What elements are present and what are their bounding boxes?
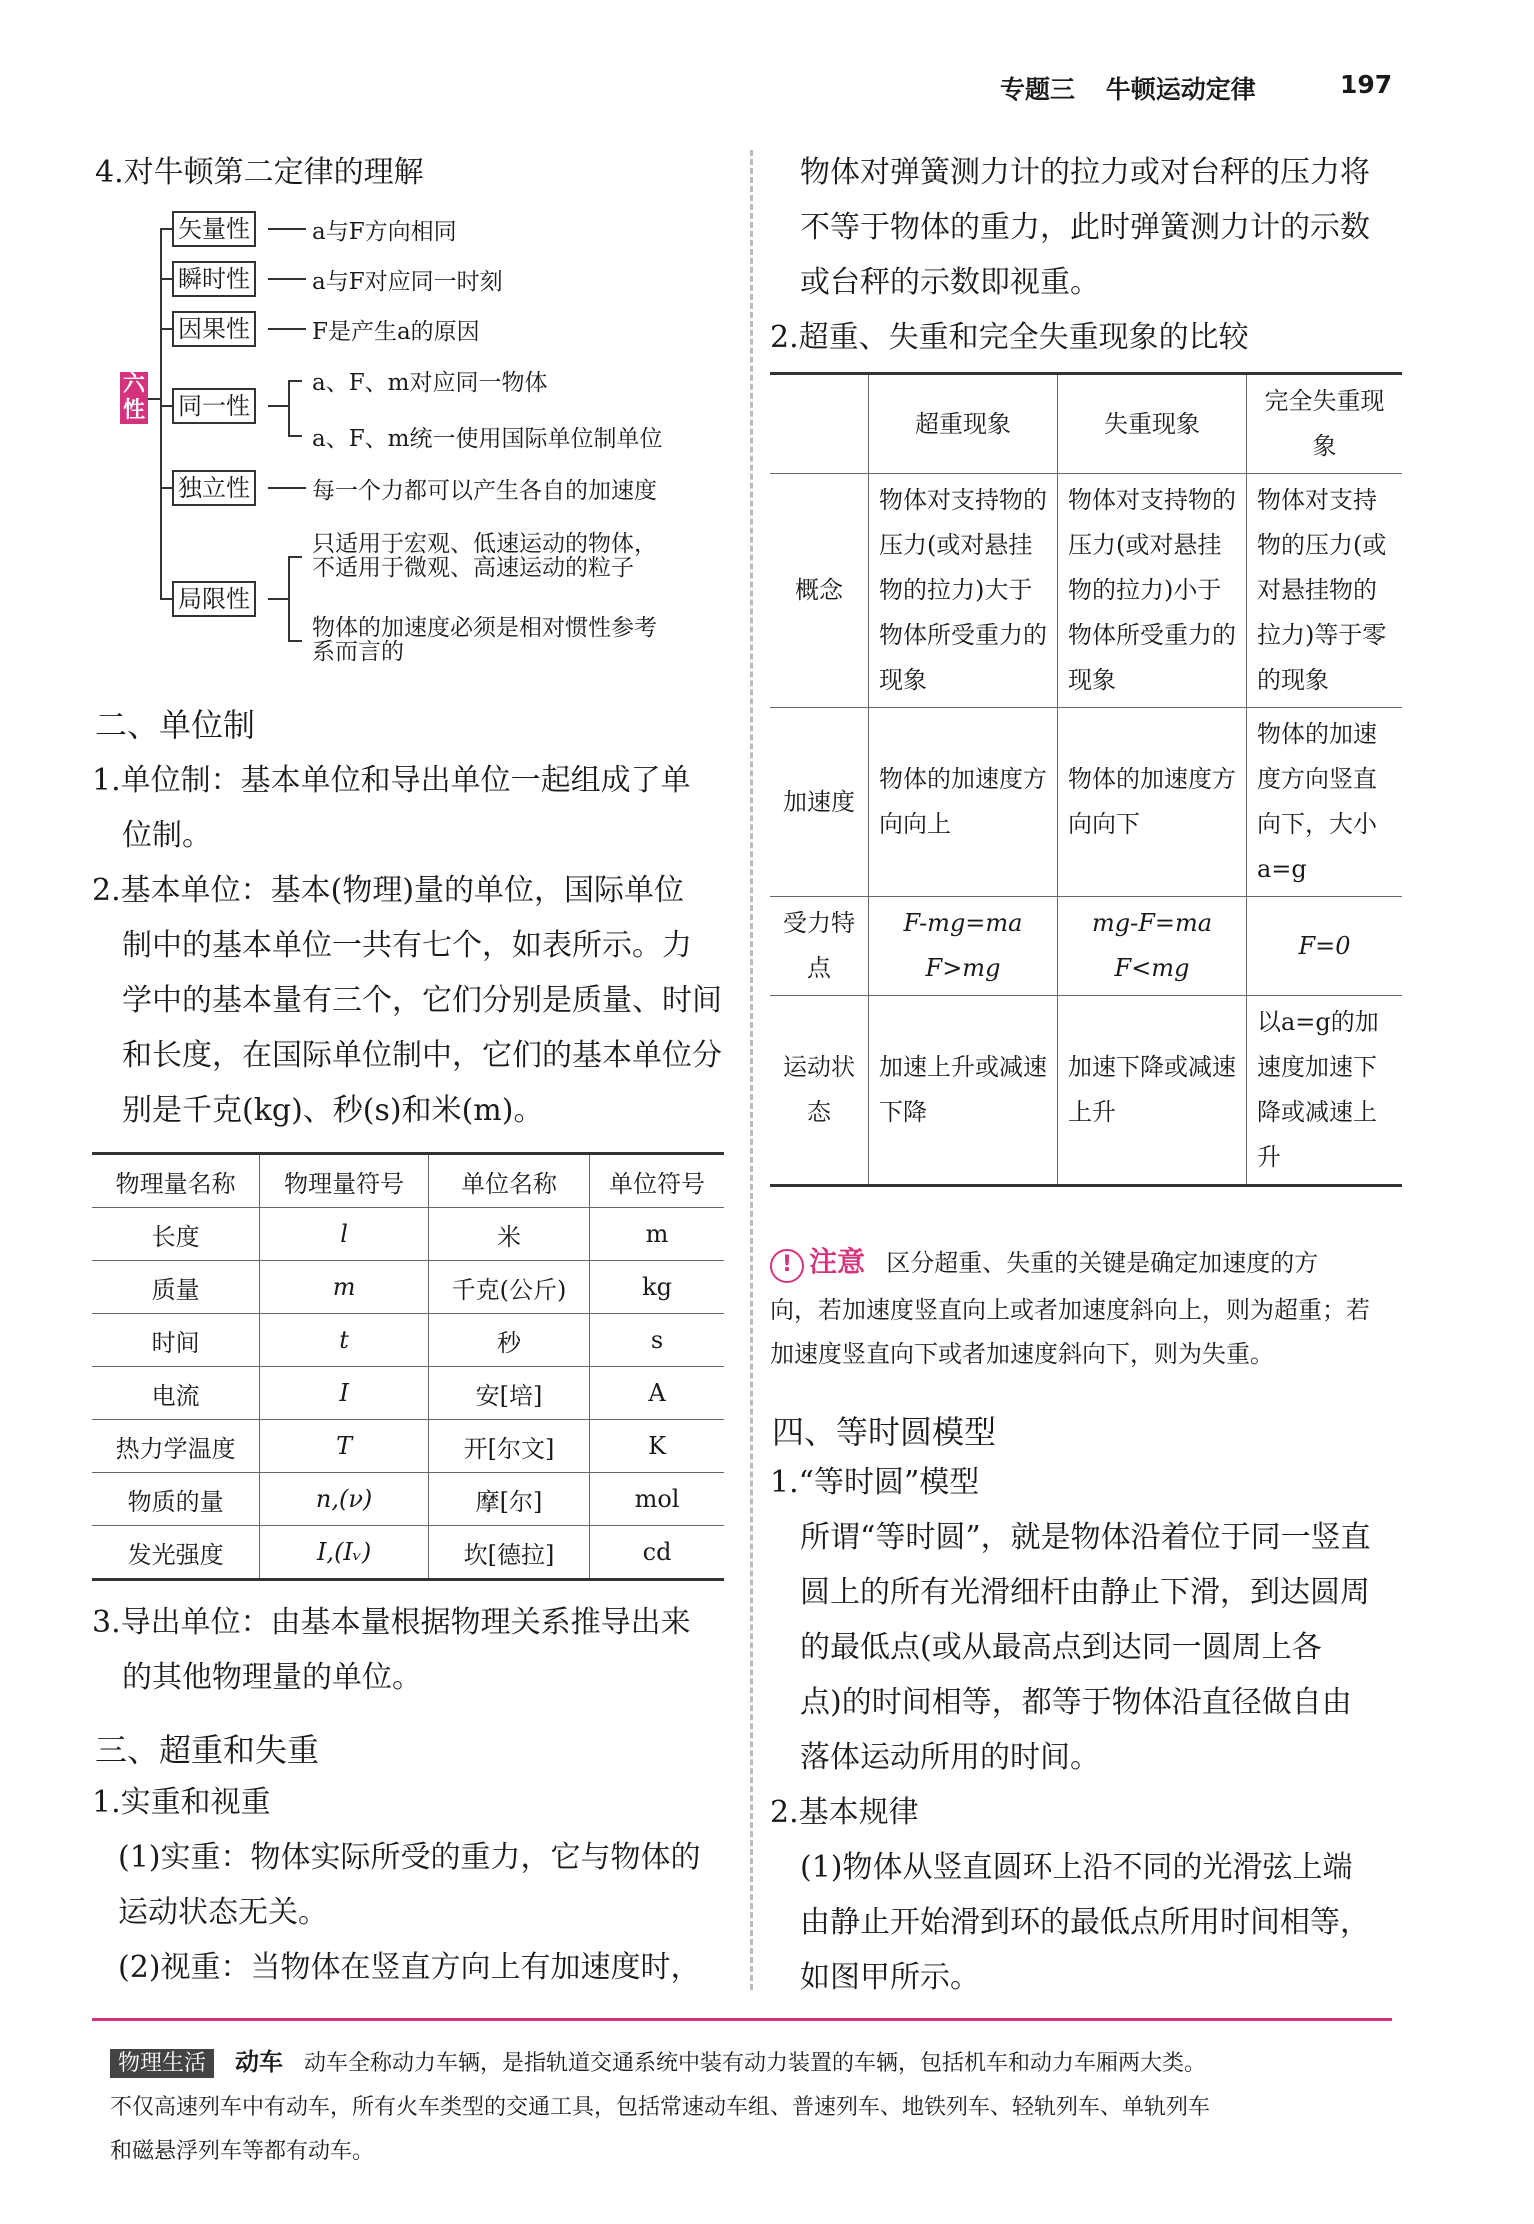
table-cell: 概念 (770, 474, 869, 708)
table-cell: F-mg=ma F>mg (869, 897, 1058, 996)
physics-life-line-1: 动车全称动力车辆，是指轨道交通系统中装有动力装置的车辆，包括机车和动力车厢两大类。 (304, 2051, 1207, 2076)
table-cell: 长度 (92, 1208, 260, 1261)
table-cell: 运动状态 (770, 996, 869, 1186)
para-iso-5: 落体运动所用的时间。 (800, 1740, 1100, 1775)
para-apparent-weight: (2)视重：当物体在竖直方向上有加速度时， (118, 1950, 701, 1985)
para-apparent-3: 或台秤的示数即视重。 (800, 265, 1100, 300)
node-causal: 因果性 (172, 311, 256, 347)
table-cell: m (590, 1208, 724, 1261)
table-cell: 开[尔文] (428, 1420, 589, 1473)
leaf-vector: a与F方向相同 (312, 219, 457, 245)
para-base-units-1: 2.基本单位：基本(物理)量的单位，国际单位 (92, 873, 685, 908)
section-4-title: 4.对牛顿第二定律的理解 (95, 155, 424, 190)
leaf-limitation-1a: 只适用于宏观、低速运动的物体， (312, 531, 657, 557)
physics-life-tag: 物理生活 (110, 2049, 214, 2078)
table-cell: 安[培] (428, 1367, 589, 1420)
table-cell: 受力特点 (770, 897, 869, 996)
para-base-units-4: 和长度，在国际单位制中，它们的基本单位分 (122, 1038, 722, 1073)
tree-branch (160, 405, 172, 407)
table-row (92, 1261, 724, 1314)
para-real-weight-1: (1)实重：物体实际所受的重力，它与物体的 (118, 1840, 701, 1875)
table-row (92, 1473, 724, 1526)
table-cell: mol (590, 1473, 724, 1526)
table-header-cell: 失重现象 (1058, 374, 1247, 474)
note-line-1: 区分超重、失重的关键是确定加速度的方 (886, 1249, 1319, 1277)
table-cell: 物体对支持物的压力(或对悬挂物的拉力)小于物体所受重力的现象 (1058, 474, 1247, 708)
tree-root-link (148, 398, 160, 400)
physics-life-name: 动车 (235, 2048, 284, 2076)
table-row (92, 1367, 724, 1420)
para-real-weight-title: 1.实重和视重 (92, 1785, 271, 1820)
node-identity: 同一性 (172, 388, 256, 424)
leaf-limitation-1b: 不适用于微观、高速运动的粒子 (312, 555, 634, 581)
table-cell: t (260, 1314, 429, 1367)
leaf-instant: a与F对应同一时刻 (312, 269, 503, 295)
tree-branch (160, 278, 172, 280)
para-rule-title: 2.基本规律 (770, 1795, 919, 1830)
para-iso-3: 的最低点(或从最高点到达同一圆周上各 (800, 1630, 1322, 1665)
table-cell: n,(ν) (260, 1473, 429, 1526)
section-overweight-title: 三、超重和失重 (95, 1731, 320, 1769)
para-apparent-1: 物体对弹簧测力计的拉力或对台秤的压力将 (800, 155, 1370, 190)
six-properties-label: 六性 (120, 372, 148, 424)
node-limitation: 局限性 (172, 581, 256, 617)
table-row (770, 996, 1402, 1186)
table-cell: 坎[德拉] (428, 1526, 589, 1580)
para-unit-system-1: 1.单位制：基本单位和导出单位一起组成了单 (92, 763, 691, 798)
table-cell: 物体的加速度方向竖直向下，大小a=g (1247, 708, 1403, 897)
tree-link (268, 405, 288, 407)
table-header-cell: 物理量符号 (260, 1154, 429, 1208)
tree-link (288, 640, 302, 642)
table-row (92, 1314, 724, 1367)
tree-link (288, 380, 302, 382)
para-derived-2: 的其他物理量的单位。 (122, 1660, 422, 1695)
page-number: 197 (1340, 70, 1393, 99)
table-cell: 摩[尔] (428, 1473, 589, 1526)
tree-link (268, 328, 306, 330)
para-derived-1: 3.导出单位：由基本量根据物理关系推导出来 (92, 1605, 691, 1640)
para-iso-2: 圆上的所有光滑细杆由静止下滑，到达圆周 (800, 1575, 1370, 1610)
table-cell: T (260, 1420, 429, 1473)
table-header-row (770, 374, 1402, 474)
table-cell: 物体的加速度方向向下 (1058, 708, 1247, 897)
chapter-title: 牛顿运动定律 (1105, 75, 1256, 104)
para-apparent-2: 不等于物体的重力，此时弹簧测力计的示数 (800, 210, 1370, 245)
table-cell: K (590, 1420, 724, 1473)
node-independence: 独立性 (172, 470, 256, 506)
weight-comparison-table (770, 372, 1402, 1187)
para-base-units-5: 别是千克(kg)、秒(s)和米(m)。 (122, 1093, 544, 1128)
para-iso-4: 点)的时间相等，都等于物体沿直径做自由 (800, 1685, 1352, 1720)
table-header-cell (770, 374, 869, 474)
tree-sub-bracket (288, 380, 290, 435)
para-real-weight-2: 运动状态无关。 (118, 1895, 328, 1930)
table-cell: m (260, 1261, 429, 1314)
leaf-independence: 每一个力都可以产生各自的加速度 (312, 478, 657, 504)
table-row (92, 1208, 724, 1261)
tree-link (288, 556, 302, 558)
column-divider (750, 150, 753, 1990)
table-row (770, 474, 1402, 708)
chapter-label: 专题三 (1000, 75, 1076, 104)
para-rule-2: 由静止开始滑到环的最低点所用时间相等， (800, 1905, 1370, 1940)
table-cell: 米 (428, 1208, 589, 1261)
table-cell: cd (590, 1526, 724, 1580)
leaf-identity-1: a、F、m对应同一物体 (312, 370, 548, 396)
table-header-cell: 单位符号 (590, 1154, 724, 1208)
table-cell: 热力学温度 (92, 1420, 260, 1473)
table-row (770, 708, 1402, 897)
note-title: 注意 (809, 1245, 866, 1278)
table-cell: s (590, 1314, 724, 1367)
table-cell: F=0 (1247, 897, 1403, 996)
tree-link (288, 435, 302, 437)
table-cell: I (260, 1367, 429, 1420)
table-cell: 物质的量 (92, 1473, 260, 1526)
table-cell: 时间 (92, 1314, 260, 1367)
warning-icon: ! (770, 1249, 804, 1283)
table-cell: mg-F=ma F<mg (1058, 897, 1247, 996)
table-cell: 秒 (428, 1314, 589, 1367)
table-cell: 发光强度 (92, 1526, 260, 1580)
table-cell: 加速上升或减速下降 (869, 996, 1058, 1186)
node-vector: 矢量性 (172, 211, 256, 247)
running-header (1000, 70, 1278, 106)
table-cell: 以a=g的加速度加速下降或减速上升 (1247, 996, 1403, 1186)
note-line-2: 向，若加速度竖直向上或者加速度斜向上，则为超重；若 (770, 1296, 1370, 1324)
tree-sub-bracket (288, 556, 290, 640)
leaf-limitation-2 (312, 616, 657, 664)
table-header-cell: 完全失重现象 (1247, 374, 1403, 474)
para-unit-system-2: 位制。 (122, 818, 212, 853)
leaf-limitation-2a: 物体的加速度必须是相对惯性参考 (312, 615, 657, 641)
tree-link (268, 598, 288, 600)
physics-life-box (110, 2040, 1400, 2174)
table-cell: I,(Iᵥ) (260, 1526, 429, 1580)
tree-branch (160, 328, 172, 330)
table-row (770, 897, 1402, 996)
table-cell: 物体的加速度方向向上 (869, 708, 1058, 897)
si-units-table (92, 1152, 724, 1581)
tree-link (268, 228, 306, 230)
para-rule-3: 如图甲所示。 (800, 1960, 980, 1995)
table-cell: 千克(公斤) (428, 1261, 589, 1314)
physics-life-line-2: 不仅高速列车中有动车，所有火车类型的交通工具，包括常速动车组、普速列车、地铁列车、轻轨列车、单轨列车 (110, 2095, 1211, 2120)
table-cell: kg (590, 1261, 724, 1314)
leaf-causal: F是产生a的原因 (312, 319, 480, 345)
tree-trunk (160, 228, 162, 598)
table-header-cell: 超重现象 (869, 374, 1058, 474)
table-cell: 电流 (92, 1367, 260, 1420)
physics-life-line-3: 和磁悬浮列车等都有动车。 (110, 2139, 375, 2164)
table-cell: 加速下降或减速上升 (1058, 996, 1247, 1186)
table-header-cell: 单位名称 (428, 1154, 589, 1208)
node-instant: 瞬时性 (172, 261, 256, 297)
table-cell: 物体对支持物的压力(或对悬挂物的拉力)大于物体所受重力的现象 (869, 474, 1058, 708)
note-line-3: 加速度竖直向下或者加速度斜向下，则为失重。 (770, 1340, 1274, 1368)
para-rule-1: (1)物体从竖直圆环上沿不同的光滑弦上端 (800, 1850, 1353, 1885)
para-base-units-3: 学中的基本量有三个，它们分别是质量、时间 (122, 983, 722, 1018)
table-header-row (92, 1154, 724, 1208)
table-cell: 质量 (92, 1261, 260, 1314)
section-isochronous-title: 四、等时圆模型 (772, 1413, 997, 1451)
leaf-limitation-2b: 系而言的 (312, 639, 404, 665)
table-cell: 物体对支持物的压力(或对悬挂物的拉力)等于零的现象 (1247, 474, 1403, 708)
para-base-units-2: 制中的基本单位一共有七个，如表所示。力 (122, 928, 692, 963)
note-box (770, 1240, 1410, 1376)
tree-branch (160, 487, 172, 489)
leaf-limitation-1 (312, 532, 657, 580)
table-cell: 加速度 (770, 708, 869, 897)
table-cell: l (260, 1208, 429, 1261)
footer-rule (92, 2018, 1392, 2021)
leaf-identity-2: a、F、m统一使用国际单位制单位 (312, 426, 663, 452)
table-cell: A (590, 1367, 724, 1420)
table-row (92, 1526, 724, 1580)
para-iso-1: 所谓“等时圆”，就是物体沿着位于同一竖直 (800, 1520, 1371, 1555)
tree-link (268, 278, 306, 280)
tree-branch (160, 228, 172, 230)
tree-branch (160, 598, 172, 600)
section-units-title: 二、单位制 (95, 706, 256, 744)
table-row (92, 1420, 724, 1473)
tree-link (268, 487, 306, 489)
table-header-cell: 物理量名称 (92, 1154, 260, 1208)
comparison-heading: 2.超重、失重和完全失重现象的比较 (770, 320, 1249, 355)
para-iso-title: 1.“等时圆”模型 (770, 1465, 980, 1500)
